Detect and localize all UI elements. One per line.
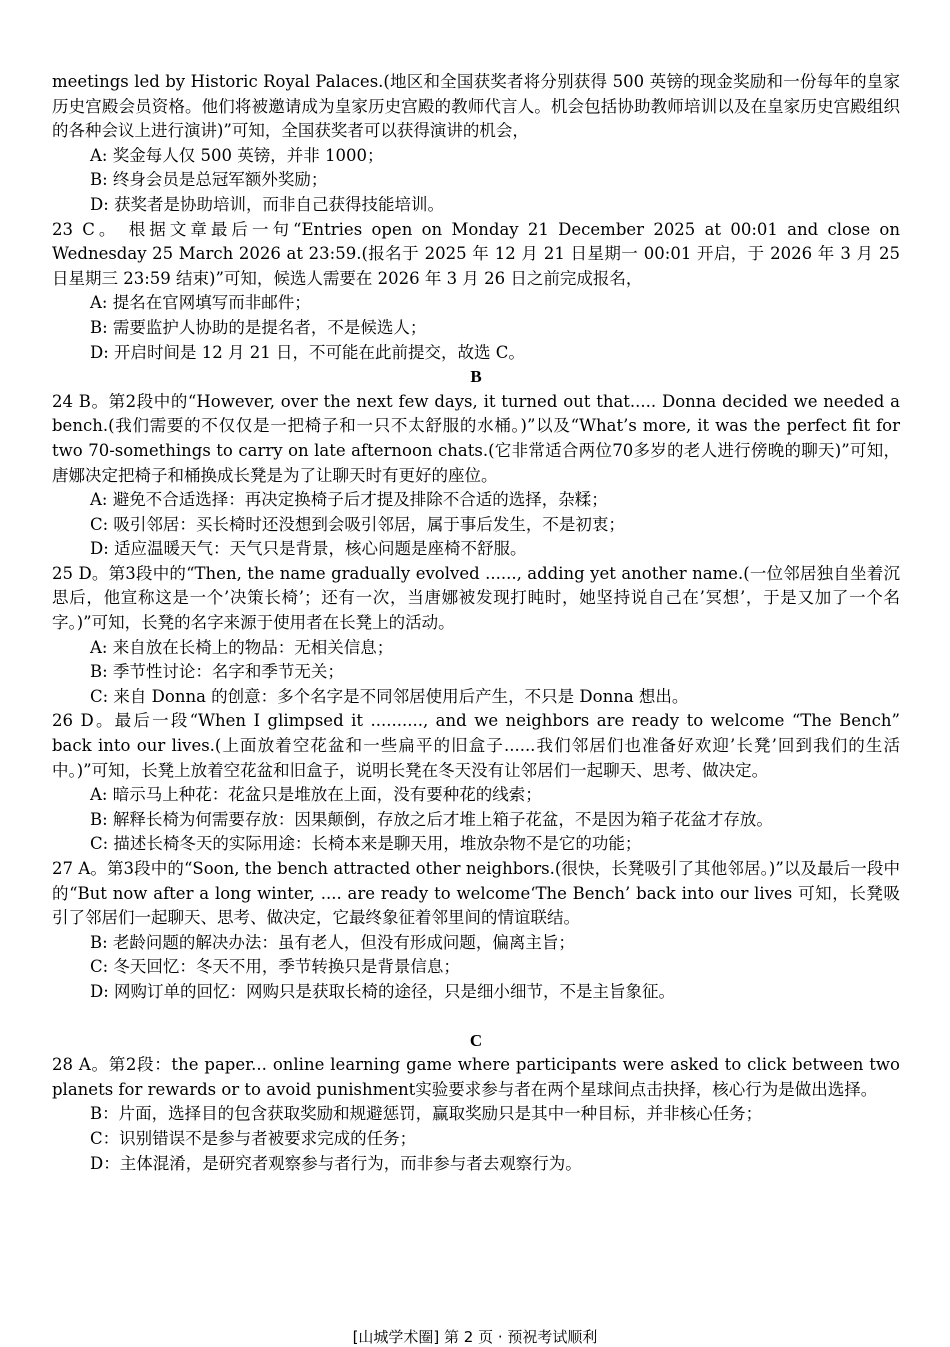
explanation-paragraph: meetings led by Historic Royal Palaces.(地区和全国获奖者将分别获得 500 英镑的现金奖励和一份每年的皇家历史宫殿会员资格。他们将被邀请成为皇家历史宫殿的教师代言人。机会包括协助教师培训以及在皇家历史宫殿组织的各种会议上进行演讲)”可知，全国获奖者可以获得演讲的机会， [52,72,900,141]
answer-option: D: 网购订单的回忆：网购只是获取长椅的途径，只是细小细节，不是主旨象征。 [90,981,676,1001]
answer-option: B: 终身会员是总冠军额外奖励； [90,170,328,190]
section-heading: B [470,367,482,387]
answer-option: A: 提名在官网填写而非邮件； [90,293,311,313]
answer-option: D: 获奖者是协助培训，而非自己获得技能培训。 [90,194,445,214]
answer-option: C: 冬天回忆：冬天不用，季节转换只是背景信息； [90,957,460,977]
answer-option: D: 开启时间是 12 月 21 日，不可能在此前提交，故选 C。 [90,342,525,362]
answer-option: B: 需要监护人协助的是提名者，不是候选人； [90,317,427,337]
answer-option: A: 避免不合适选择：再决定换椅子后才提及排除不合适的选择，杂糅； [90,490,608,510]
answer-option: D：主体混淆，是研究者观察参与者行为，而非参与者去观察行为。 [90,1153,582,1173]
explanation-paragraph: 27 A。第3段中的“Soon, the bench attracted other neighbors.(很快，长凳吸引了其他邻居。)”以及最后一段中的“But now after a long winter, .... are ready to welcome‘The Bench’ back into our lives 可知，长凳吸引了邻居们一起聊天、思考、做决定，它最终象征着邻里间的情谊联结。 [52,859,900,928]
answer-option: C: 吸引邻居：买长椅时还没想到会吸引邻居，属于事后发生，不是初衷； [90,514,625,534]
answer-option: B: 解释长椅为何需要存放：因果颠倒，存放之后才堆上箱子花盆，不是因为箱子花盆才存放。 [90,809,773,829]
explanation-paragraph: 23 C。 根据文章最后一句“Entries open on Monday 21 December 2025 at 00:01 and close on Wednesday 25 March 2026 at 23:59.(报名于 2025 年 12 月 21 日星期一 00:01 开启，于 2026 年 3 月 25 日星期三 23:59 结束)”可知，候选人需要在 2026 年 3 月 26 日之前完成报名， [52,219,900,288]
explanation-paragraph: 24 B。第2段中的“However, over the next few days, it turned out that..... Donna decided we needed a bench.(我们需要的不仅仅是一把椅子和一只不太舒服的水桶。)”以及“What’s more, it was the perfect fit for two 70-somethings to carry on late afternoon chats.(它非常适合两位70多岁的老人进行傍晚的聊天)”可知，唐娜决定把椅子和桶换成长凳是为了让聊天时有更好的座位。 [52,391,900,485]
answer-option: A: 暗示马上种花：花盆只是堆放在上面，没有要种花的线索； [90,785,542,805]
section-heading: C [469,1030,483,1050]
document-body [52,70,900,1176]
answer-option: A: 奖金每人仅 500 英镑，并非 1000； [90,145,384,165]
answer-option: C: 来自 Donna 的创意：多个名字是不同邻居使用后产生，不只是 Donna 想出。 [90,686,689,706]
answer-option: C：识别错误不是参与者被要求完成的任务； [90,1128,417,1148]
explanation-paragraph: 25 D。第3段中的“Then, the name gradually evolved ......, adding yet another name.(一位邻居独自坐着沉思后，他宣称这是一个’决策长椅’；还有一次，当唐娜被发现打盹时，她坚持说自己在’冥想’，于是又加了一个名字。)”可知，长凳的名字来源于使用者在长凳上的活动。 [52,563,900,633]
answer-option: A: 来自放在长椅上的物品：无相关信息； [90,637,394,657]
explanation-paragraph: 28 A。第2段：the paper... online learning game where participants were asked to click between two planets for rewards or to avoid punishment实验要求参与者在两个星球间点击抉择，核心行为是做出选择。 [52,1055,900,1099]
answer-option: B: 季节性讨论：名字和季节无关； [90,662,344,682]
explanation-paragraph: 26 D。最后一段“When I glimpsed it .........., and we neighbors are ready to welcome “The Bench” back into our lives.(上面放着空花盆和一些扁平的旧盒子......我们邻居们也准备好欢迎’长凳’回到我们的生活中。)”可知，长凳上放着空花盆和旧盒子，说明长凳在冬天没有让邻居们一起聊天、思考、做决定。 [52,711,900,780]
answer-option: C: 描述长椅冬天的实际用途：长椅本来是聊天用，堆放杂物不是它的功能； [90,834,642,854]
page-footer: [山城学术圈] 第 2 页 · 预祝考试顺利 [352,1328,598,1346]
answer-option: B：片面，选择目的包含获取奖励和规避惩罚，赢取奖励只是其中一种目标，并非核心任务； [90,1104,763,1124]
answer-option: D: 适应温暖天气：天气只是背景，核心问题是座椅不舒服。 [90,539,527,559]
answer-option: B: 老龄问题的解决办法：虽有老人，但没有形成问题，偏离主旨； [90,932,575,952]
spacer [52,1005,900,1029]
